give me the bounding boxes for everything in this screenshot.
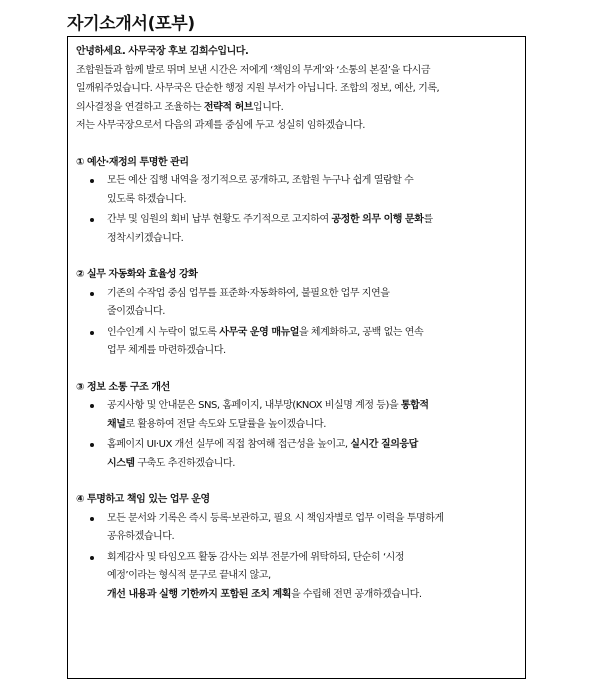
emphasis-text: 실시간 질의응답: [350, 439, 418, 450]
bullet-item: [76, 397, 515, 434]
bullet-line: [107, 416, 515, 435]
sections-container: [76, 154, 515, 605]
section: [76, 379, 515, 474]
section-title: ④ 투명하고 책임 있는 업무 운영: [76, 494, 210, 505]
bullet-line: [107, 211, 515, 230]
emphasis-text: 사무국 운영 매뉴얼: [219, 326, 299, 338]
bullet-line: [107, 510, 515, 529]
bullet-line: [107, 172, 515, 191]
emphasis-text: 통합적: [400, 400, 429, 411]
text-run: 저는 사무국장으로서 다음의 과제를 중심에 두고 성실히 임하겠습니다.: [76, 120, 365, 131]
greeting-line: 안녕하세요. 사무국장 후보 김희수입니다.: [76, 46, 249, 57]
intro-line: [76, 117, 515, 136]
text-run: 모든 문서와 기록은 즉시 등록·보관하고, 필요 시 책임자별로 업무 이력을 투명하게: [107, 512, 444, 524]
bullet-line: [107, 342, 515, 361]
bullet-list: [76, 510, 515, 605]
intro-line: [76, 99, 515, 118]
bullet-item: [76, 172, 515, 209]
emphasis-text: 전략적 허브: [203, 101, 254, 113]
section: [76, 266, 515, 361]
bullet-line: [107, 230, 515, 249]
emphasis-text: 시스템: [107, 457, 135, 469]
text-run: 업무 체계를 마련하겠습니다.: [107, 345, 226, 356]
text-run: 을 체계화하고, 공백 없는 연속: [298, 326, 424, 338]
section: [76, 154, 515, 249]
bullet-line: [107, 397, 515, 416]
text-run: 공유하겠습니다.: [107, 531, 175, 542]
bullet-line: [107, 303, 515, 322]
section: [76, 491, 515, 604]
bullet-line: [107, 586, 515, 605]
bullet-line: [107, 528, 515, 547]
bullet-list: [76, 172, 515, 248]
bullet-line: [107, 285, 515, 304]
text-run: 을 수립해 전면 공개하겠습니다.: [290, 588, 422, 600]
text-run: 입니다.: [253, 101, 284, 113]
text-run: 조합원들과 함께 발로 뛰며 보낸 시간은 저에게 ‘책임의 무게’와 ‘소통의 본질’을 다시금: [76, 64, 431, 76]
text-run: 의사결정을 연결하고 조율하는: [76, 101, 204, 113]
bullet-item: [76, 285, 515, 322]
bullet-item: [76, 436, 515, 473]
bullet-line: [107, 324, 515, 343]
text-run: 로 활용하여 전달 속도와 도달률을 높이겠습니다.: [125, 418, 326, 430]
text-run: 공지사항 및 안내문은 SNS, 홈페이지, 내부망(KNOX 비실명 계정 등)을: [107, 400, 401, 411]
intro-paragraph: [76, 62, 515, 136]
bullet-item: [76, 510, 515, 547]
section-title: ② 실무 자동화와 효율성 강화: [76, 269, 198, 280]
bullet-item: [76, 211, 515, 248]
section-title: ③ 정보 소통 구조 개선: [76, 381, 170, 393]
bullet-list: [76, 285, 515, 361]
emphasis-text: 공정한 의무 이행 문화: [331, 214, 424, 225]
bullet-line: [107, 436, 515, 455]
text-run: 있도록 하겠습니다.: [107, 193, 187, 205]
text-run: 구축도 추진하겠습니다.: [134, 457, 235, 469]
text-run: 일깨워주었습니다. 사무국은 단순한 행정 지원 부서가 아닙니다. 조합의 정보, 예산, 기록,: [76, 83, 440, 94]
text-run: 회계감사 및 타임오프 활동 감사는 외부 전문가에 위탁하되, 단순히 ‘시정: [107, 551, 405, 563]
bullet-list: [76, 397, 515, 473]
document-body: [67, 36, 526, 679]
text-run: 간부 및 임원의 회비 납부 현황도 주기적으로 고지하여: [107, 214, 332, 225]
bullet-line: [107, 455, 515, 474]
text-run: 기존의 수작업 중심 업무를 표준화·자동화하여, 불필요한 업무 지연을: [107, 287, 390, 299]
bullet-item: [76, 324, 515, 361]
text-run: 정착시키겠습니다.: [107, 232, 184, 244]
bullet-line: [107, 191, 515, 210]
text-run: 홈페이지 UI·UX 개선 실무에 직접 참여해 접근성을 높이고,: [107, 439, 351, 450]
bullet-line: [107, 549, 515, 568]
bullet-line: [107, 567, 515, 586]
text-run: 예정’이라는 형식적 문구로 끝내지 않고,: [107, 570, 271, 581]
intro-line: [76, 62, 515, 81]
emphasis-text: 채널: [107, 418, 126, 430]
emphasis-text: 개선 내용과 실행 기한까지 포함된 조치 계획: [107, 588, 291, 600]
section-title: ① 예산·재정의 투명한 관리: [76, 156, 189, 168]
document-title: 자기소개서(포부): [67, 14, 195, 34]
text-run: 인수인계 시 누락이 없도록: [107, 326, 220, 338]
intro-line: [76, 80, 515, 99]
text-run: 를: [423, 214, 433, 225]
text-run: 모든 예산 집행 내역을 정기적으로 공개하고, 조합원 누구나 쉽게 열람할 수: [107, 175, 414, 186]
text-run: 줄이겠습니다.: [107, 306, 165, 317]
bullet-item: [76, 549, 515, 605]
